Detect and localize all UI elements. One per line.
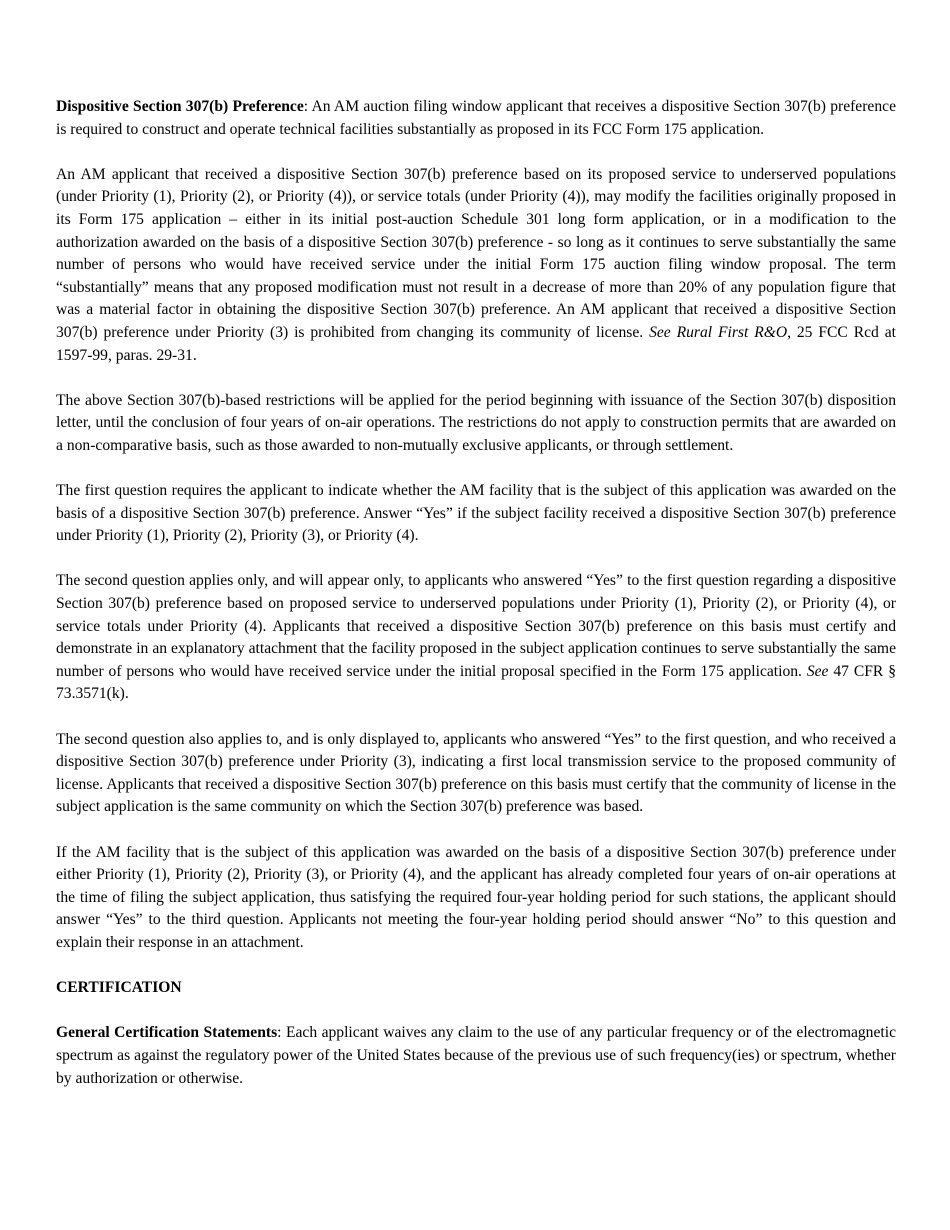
citation-italic: See xyxy=(806,662,829,680)
paragraph-general-certification xyxy=(56,1022,896,1090)
paragraph-text: An AM applicant that received a dispositive Section 307(b) preference based on its proposed service to underserved populations (under Priority (1), Priority (2), or Priority (4)), or service totals (under Priority (4)), may modify the facilities originally proposed in its Form 175 application – either in its initial post-auction Schedule 301 long form application, or in a modification to the authorization awarded on the basis of a dispositive Section 307(b) preference - so long as it continues to serve substantially the same number of persons who would have received service under the initial Form 175 auction filing window proposal. The term “substantially” means that any proposed modification must not result in a decrease of more than 20% of any population figure that was a material factor in obtaining the dispositive Section 307(b) preference. An AM applicant that received a dispositive Section 307(b) preference under Priority (3) is prohibited from changing its community of license. xyxy=(56,165,896,341)
paragraph-text: The second question applies only, and will appear only, to applicants who answered “Yes” to the first question regarding a dispositive Section 307(b) preference based on proposed service to underserved populations under Priority (1), Priority (2), or Priority (4), or service totals under Priority (4). Applicants that received a dispositive Section 307(b) preference on this basis must certify and demonstrate in an explanatory attachment that the facility proposed in the subject application continues to serve substantially the same number of persons who would have received service under the initial proposal specified in the Form 175 application. xyxy=(56,572,896,680)
paragraph-text: : An AM auction filing window applicant that receives a dispositive Section 307(b) preference is required to construct and operate technical facilities substantially as proposed in its FCC Form 175 application. xyxy=(56,98,896,138)
paragraph-modification-rules xyxy=(56,164,896,367)
paragraph-second-question xyxy=(56,570,896,706)
paragraph-text: The above Section 307(b)-based restrictions will be applied for the period beginning with issuance of the Section 307(b) disposition letter, until the conclusion of four years of on-air operations. The restrictions do not apply to construction permits that are awarded on a non-comparative basis, such as those awarded to non-mutually exclusive applicants, or through settlement. xyxy=(56,391,896,454)
paragraph-label: Dispositive Section 307(b) Preference xyxy=(56,98,304,115)
section-heading-certification: CERTIFICATION xyxy=(56,979,182,997)
paragraph-text: If the AM facility that is the subject of this application was awarded on the basis of a dispositive Section 307(b) preference under either Priority (1), Priority (2), Priority (3), or Priority (4), and the applicant has already completed four years of on-air operations at the time of filing the subject application, thus satisfying the required four-year holding period for such stations, the applicant should answer “Yes” to the third question. Applicants not meeting the four-year holding period should answer “No” to this question and explain their response in an attachment. xyxy=(56,843,896,951)
paragraph-restriction-period xyxy=(56,390,896,458)
paragraph-text: : Each applicant waives any claim to the use of any particular frequency or of the electromagnetic spectrum as against the regulatory power of the United States because of the previous use of such frequency(ies) or spectrum, whether by authorization or otherwise. xyxy=(56,1024,896,1087)
paragraph-first-question xyxy=(56,480,896,548)
paragraph-second-question-priority-3 xyxy=(56,729,896,819)
paragraph-label: General Certification Statements xyxy=(56,1024,278,1042)
paragraph-text: The second question also applies to, and is only displayed to, applicants who answered “Yes” to the first question, and who received a dispositive Section 307(b) preference under Priority (3), indicating a first local transmission service to the proposed community of license. Applicants that received a dispositive Section 307(b) preference on this basis must certify that the community of license in the subject application is the same community on which the Section 307(b) preference was based. xyxy=(56,730,896,816)
paragraph-dispositive-preference xyxy=(56,96,896,141)
citation-text: , 25 FCC Rcd at 1597-99, paras. 29-31. xyxy=(56,323,896,364)
document-page xyxy=(56,96,896,1113)
paragraph-text: The first question requires the applicant to indicate whether the AM facility that is the subject of this application was awarded on the basis of a dispositive Section 307(b) preference. Answer “Yes” if the subject facility received a dispositive Section 307(b) preference under Priority (1), Priority (2), Priority (3), or Priority (4). xyxy=(56,482,896,545)
paragraph-third-question xyxy=(56,842,896,955)
citation-text: 47 CFR § 73.3571(k). xyxy=(56,662,896,703)
citation-italic: See Rural First R&O xyxy=(649,323,788,341)
